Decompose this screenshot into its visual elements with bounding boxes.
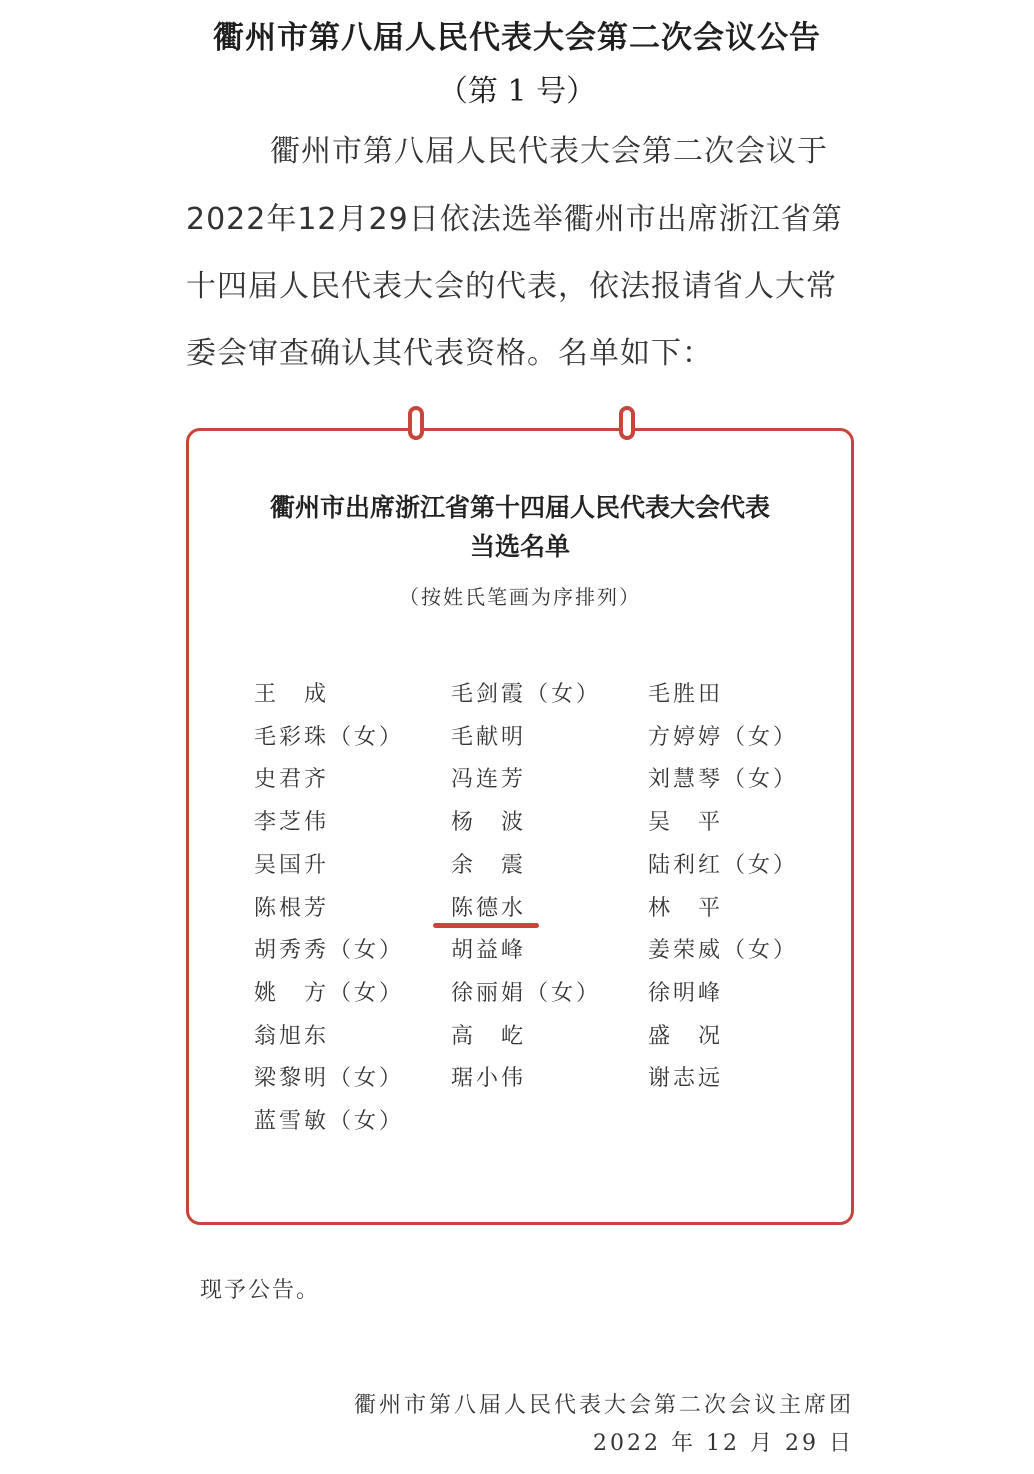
delegate-name: 琚小伟	[451, 1066, 527, 1091]
delegate-name: 杨 波	[451, 810, 527, 835]
delegate-name: 蓝雪敏（女）	[254, 1109, 405, 1134]
list-title-line-2: 当选名单	[469, 532, 570, 561]
announcement-title: 衢州市第八届人民代表大会第二次会议公告	[213, 20, 821, 56]
delegate-name: 王 成	[254, 682, 330, 707]
delegate-name: 盛 况	[648, 1024, 724, 1049]
delegate-name: 林 平	[648, 896, 724, 921]
body-line-2: 2022年12月29日依法选举衢州市出席浙江省第	[186, 202, 843, 237]
delegate-name: 翁旭东	[254, 1024, 330, 1049]
delegate-name: 方婷婷（女）	[648, 725, 799, 750]
delegate-name: 毛剑霞（女）	[451, 682, 602, 707]
signature-org: 衢州市第八届人民代表大会第二次会议主席团	[353, 1393, 854, 1418]
delegate-name: 吴 平	[648, 810, 724, 835]
delegate-name: 余 震	[451, 853, 527, 878]
delegate-name: 陈根芳	[254, 896, 330, 921]
delegate-name: 陆利红（女）	[648, 853, 799, 878]
binder-ring-right	[619, 406, 635, 440]
delegate-name: 毛彩珠（女）	[254, 725, 405, 750]
delegate-name: 徐明峰	[648, 981, 724, 1006]
delegate-name: 谢志远	[648, 1066, 724, 1091]
announcement-number: （第 1 号）	[437, 74, 597, 109]
body-line-3: 十四届人民代表大会的代表，依法报请省人大常	[186, 269, 837, 304]
delegate-name: 胡益峰	[451, 938, 527, 963]
delegate-name: 刘慧琴（女）	[648, 767, 799, 792]
delegate-name: 姜荣威（女）	[648, 938, 799, 963]
binder-ring-left	[408, 406, 424, 440]
delegate-name: 史君齐	[254, 767, 330, 792]
delegate-name: 吴国升	[254, 853, 330, 878]
delegate-name: 姚 方（女）	[254, 981, 405, 1006]
delegate-name: 徐丽娟（女）	[451, 981, 602, 1006]
delegate-name: 梁黎明（女）	[254, 1066, 405, 1091]
delegate-name: 胡秀秀（女）	[254, 938, 405, 963]
delegate-name: 李芝伟	[254, 810, 330, 835]
delegate-name: 冯连芳	[451, 767, 527, 792]
delegate-name: 陈德水	[451, 896, 527, 921]
list-ordering-note: （按姓氏笔画为序排列）	[399, 585, 641, 609]
list-title-line-1: 衢州市出席浙江省第十四届人民代表大会代表	[269, 493, 770, 522]
body-line-1: 衢州市第八届人民代表大会第二次会议于	[270, 134, 828, 169]
signature-date: 2022 年 12 月 29 日	[593, 1431, 854, 1456]
highlight-underline	[433, 923, 539, 928]
closing-text: 现予公告。	[200, 1278, 321, 1303]
body-line-4: 委会审查确认其代表资格。名单如下：	[186, 336, 713, 371]
delegate-name: 毛献明	[451, 725, 527, 750]
delegate-name: 毛胜田	[648, 682, 724, 707]
delegate-name: 高 屹	[451, 1024, 527, 1049]
